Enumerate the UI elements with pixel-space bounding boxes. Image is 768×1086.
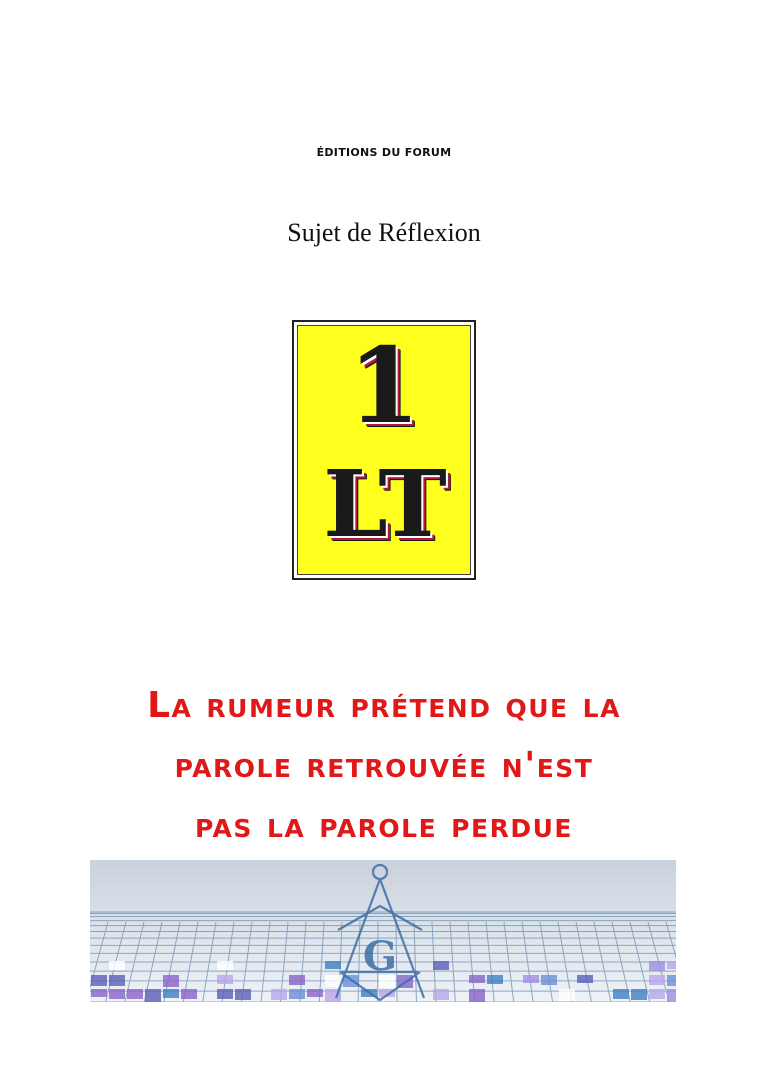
page-subtitle: Sujet de Réflexion	[287, 218, 481, 247]
cover-letters: LT	[323, 450, 445, 558]
masonic-banner-image	[90, 860, 676, 1002]
cover-emblem	[292, 320, 476, 580]
cover-number: 1	[347, 324, 421, 447]
cover-emblem-panel	[297, 325, 471, 575]
emblem-letter: G	[362, 933, 398, 980]
headline-line-2: parole retrouvée n'est	[174, 745, 594, 786]
headline	[40, 676, 728, 856]
headline-line-3: pas la parole perdue	[195, 805, 573, 846]
square-and-compass-icon	[90, 860, 676, 1002]
headline-line-1: La rumeur prétend que la	[147, 685, 621, 726]
publisher-name: ÉDITIONS DU FORUM	[316, 146, 452, 159]
